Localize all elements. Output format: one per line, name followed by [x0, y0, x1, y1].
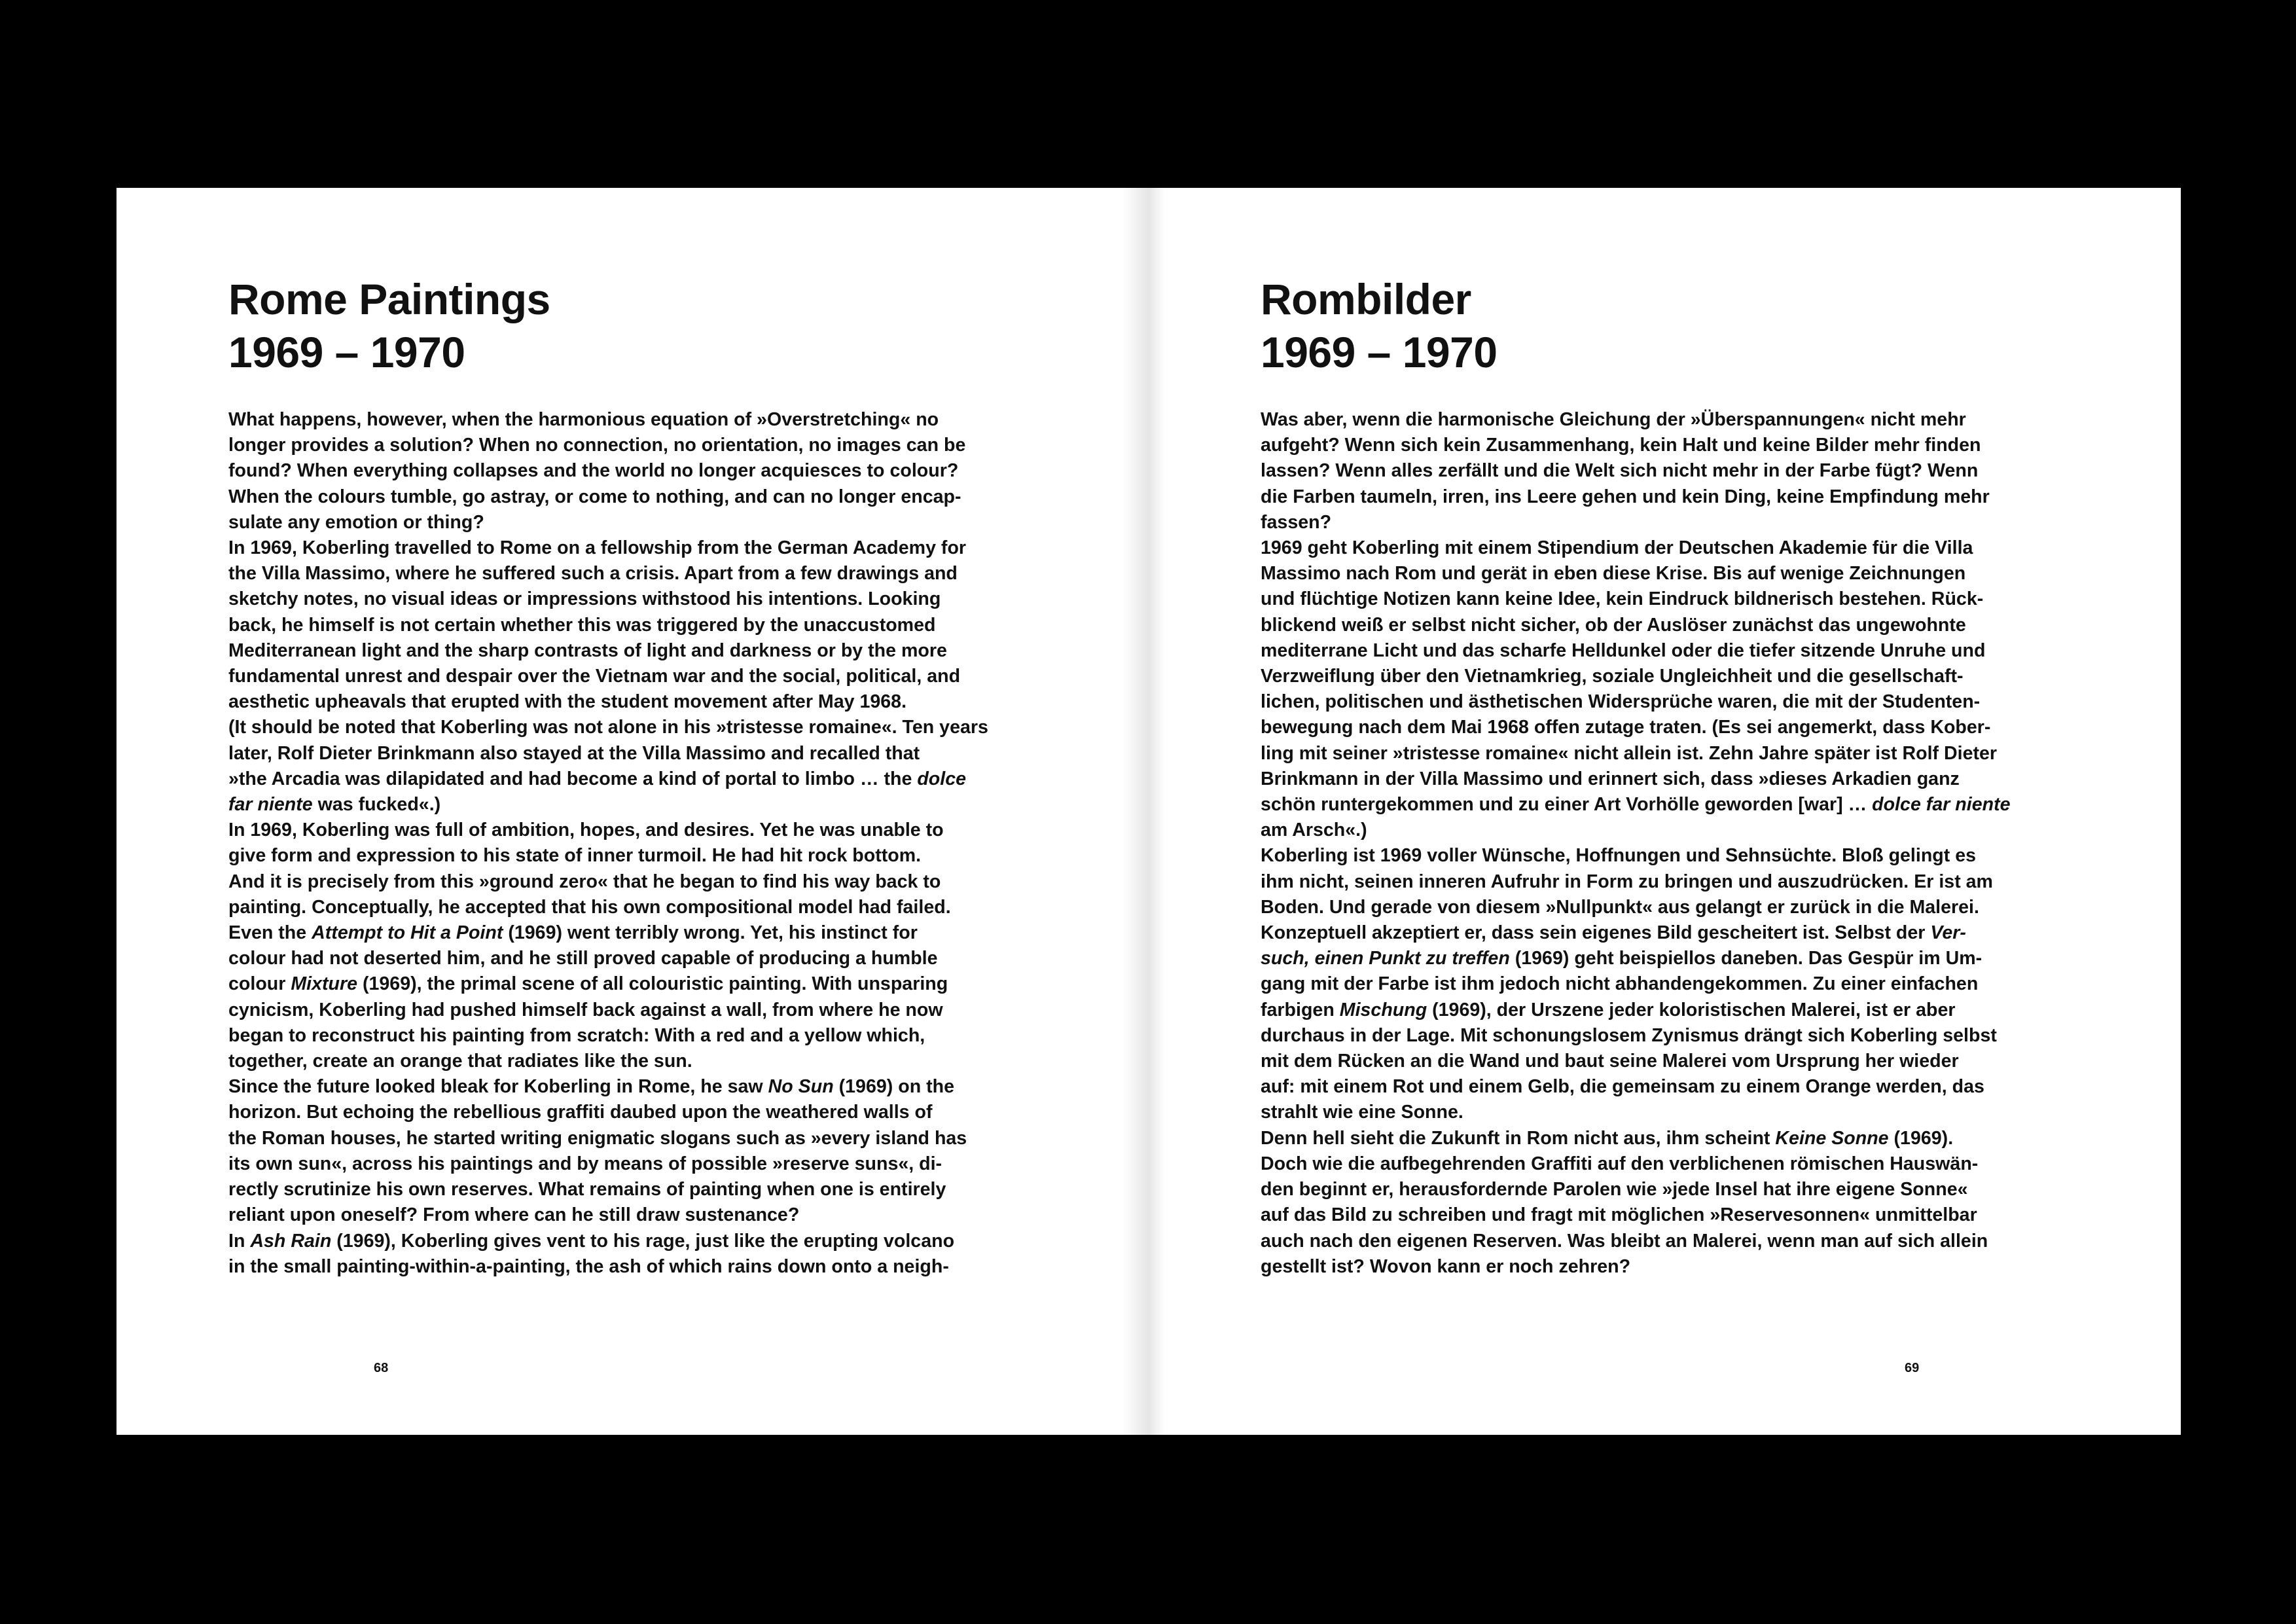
text-line — [228, 1100, 958, 1125]
text-line — [228, 767, 967, 792]
text-run: was fucked«.) — [312, 794, 441, 816]
text-line — [1261, 869, 1993, 895]
text-run: sulate any emotion or thing? — [228, 511, 484, 533]
text-run: In — [228, 1230, 251, 1252]
title-line: Rombilder — [1261, 275, 1471, 323]
text-run: the Roman houses, he started writing enigmatic slogans such as »every island has — [228, 1127, 967, 1149]
page-number: 68 — [374, 1361, 389, 1375]
text-line — [228, 792, 958, 818]
text-line — [228, 920, 958, 946]
text-line — [1261, 407, 1990, 433]
text-run: Even the — [228, 922, 312, 944]
text-run: auf das Bild zu schreiben und fragt mit möglichen »Reservesonnen« unmittelbar — [1261, 1204, 1977, 1226]
text-run: In 1969, Koberling was full of ambition, hopes, and desires. Yet he was unable to — [228, 820, 944, 841]
text-run: What happens, however, when the harmonious equation of »Overstretching« no — [228, 409, 939, 430]
text-run: (1969) went terribly wrong. Yet, his instinct for — [503, 922, 918, 944]
artwork-title: Mischung — [1339, 999, 1427, 1020]
text-line — [228, 869, 958, 895]
text-run: the Villa Massimo, where he suffered such a crisis. Apart from a few drawings and — [228, 563, 958, 585]
text-line — [228, 715, 988, 740]
left-page — [117, 188, 1149, 1435]
text-run: (1969). — [1888, 1127, 1954, 1149]
text-line — [1261, 1049, 1990, 1074]
text-line — [228, 971, 958, 997]
text-run: in the small painting-within-a-painting, the ash of which rains down onto a neigh- — [228, 1255, 949, 1277]
text-line — [1261, 946, 1990, 971]
chapter-title-english — [228, 273, 550, 379]
artwork-title: Ver- — [1930, 922, 1966, 944]
text-line — [228, 1151, 958, 1177]
text-line — [228, 1229, 958, 1254]
text-line — [1261, 1202, 1990, 1228]
text-line — [228, 689, 958, 715]
text-line — [1261, 689, 1990, 715]
text-line — [1261, 484, 1990, 510]
text-run: (1969) on the — [833, 1076, 954, 1098]
text-line — [228, 638, 958, 664]
right-page — [1149, 188, 2181, 1435]
text-line — [228, 1074, 958, 1100]
text-line — [1261, 535, 1990, 561]
text-line — [1261, 613, 1990, 638]
text-line — [1261, 895, 1990, 920]
text-run: (1969) geht beispiellos daneben. Das Gespür im Um- — [1509, 948, 1982, 969]
text-run: And it is precisely from this »ground zero« that he began to find his way back to — [228, 871, 941, 892]
german-body-text — [1261, 407, 2011, 1280]
text-line — [1261, 1151, 1990, 1177]
page-number: 69 — [1905, 1361, 1920, 1375]
text-line — [1261, 1229, 1990, 1254]
text-run: colour — [228, 973, 291, 995]
text-line — [228, 741, 958, 767]
text-run: farbigen — [1261, 999, 1340, 1020]
text-line — [1261, 1126, 1990, 1151]
text-run: longer provides a solution? When no connection, no orientation, no images can be — [228, 435, 966, 456]
artwork-title: Mixture — [291, 973, 358, 995]
text-run: (1969), the primal scene of all colouristic painting. With unsparing — [357, 973, 948, 995]
text-run: den beginnt er, herausfordernde Parolen wie »jede Insel hat ihre eigene Sonne« — [1261, 1179, 1968, 1200]
text-line — [1261, 458, 1990, 484]
artwork-title: far niente — [228, 794, 313, 816]
text-run: Was aber, wenn die harmonische Gleichung der »Überspannungen« nicht mehr — [1261, 409, 1966, 430]
text-run: mit dem Rücken an die Wand und baut seine Malerei vom Ursprung her wieder — [1261, 1051, 1959, 1072]
text-line — [1261, 1100, 1990, 1125]
text-run: ling mit seiner »tristesse romaine« nicht allein ist. Zehn Jahre später ist Rolf Dieter — [1261, 742, 1998, 764]
text-run: auch nach den eigenen Reserven. Was bleibt an Malerei, wenn man auf sich allein — [1261, 1230, 1988, 1252]
text-run: rectly scrutinize his own reserves. What remains of painting when one is entirely — [228, 1179, 946, 1200]
text-run: bewegung nach dem Mai 1968 offen zutage traten. (Es sei angemerkt, dass Kober- — [1261, 717, 1991, 738]
text-line — [228, 998, 958, 1023]
artwork-title: No Sun — [768, 1076, 834, 1098]
text-line — [1261, 767, 1990, 792]
text-line — [1261, 818, 1990, 843]
text-line — [1261, 971, 1990, 997]
text-run: its own sun«, across his paintings and by means of possible »reserve suns«, di- — [228, 1153, 942, 1174]
english-body-text — [228, 407, 988, 1280]
text-line — [1261, 561, 1990, 586]
artwork-title: Ash Rain — [250, 1230, 332, 1252]
text-run: Boden. Und gerade von diesem »Nullpunkt« aus gelangt er zurück in die Malerei. — [1261, 896, 1979, 918]
artwork-title: dolce far niente — [1872, 794, 2011, 816]
text-line — [1261, 1177, 1990, 1202]
text-run: am Arsch«.) — [1261, 820, 1367, 841]
text-line — [1261, 433, 1990, 458]
text-line — [1261, 664, 1990, 689]
text-run: (1969), der Urszene jeder koloristischen Malerei, ist er aber — [1427, 999, 1956, 1020]
gutter-shadow — [1149, 188, 1164, 1435]
text-line — [228, 818, 958, 843]
text-run: Doch wie die aufbegehrenden Graffiti auf den verblichenen römischen Hauswän- — [1261, 1153, 1979, 1174]
text-run: began to reconstruct his painting from scratch: With a red and a yellow which, — [228, 1024, 925, 1046]
text-run: gang mit der Farbe ist ihm jedoch nicht abhandengekommen. Zu einer einfachen — [1261, 973, 1979, 995]
text-line — [1261, 1023, 1997, 1049]
text-run: Koberling ist 1969 voller Wünsche, Hoffnungen und Sehnsüchte. Bloß gelingt es — [1261, 845, 1977, 867]
artwork-title: Keine Sonne — [1775, 1127, 1889, 1149]
text-line — [228, 1177, 958, 1202]
text-run: und flüchtige Notizen kann keine Idee, kein Eindruck bildnerisch bestehen. Rück- — [1261, 588, 1984, 610]
text-run: Since the future looked bleak for Koberling in Rome, he saw — [228, 1076, 768, 1098]
artwork-title: such, einen Punkt zu treffen — [1261, 948, 1510, 969]
artwork-title: dolce — [917, 768, 967, 789]
text-run: fassen? — [1261, 511, 1332, 533]
text-line — [228, 664, 961, 689]
text-run: durchaus in der Lage. Mit schonungslosem Zynismus drängt sich Koberling selbst — [1261, 1024, 1997, 1046]
text-run: 1969 geht Koberling mit einem Stipendium der Deutschen Akademie für die Villa — [1261, 537, 1973, 559]
text-run: Mediterranean light and the sharp contrasts of light and darkness or by the more — [228, 640, 947, 661]
chapter-title-german — [1261, 273, 1498, 379]
text-run: ihm nicht, seinen inneren Aufruhr in Form zu bringen und auszudrücken. Er ist am — [1261, 871, 1993, 892]
text-line — [228, 946, 958, 971]
text-run: horizon. But echoing the rebellious graffiti daubed upon the weathered walls of — [228, 1102, 933, 1123]
text-line — [228, 1126, 967, 1151]
text-run: In 1969, Koberling travelled to Rome on a fellowship from the German Academy for — [228, 537, 967, 559]
text-run: When the colours tumble, go astray, or come to nothing, and can no longer encap- — [228, 486, 961, 507]
text-line — [228, 510, 958, 535]
title-line: Rome Paintings — [228, 275, 550, 323]
text-run: found? When everything collapses and the world no longer acquiesces to colour? — [228, 460, 959, 482]
text-run: aesthetic upheavals that erupted with the student movement after May 1968. — [228, 691, 907, 713]
text-run: cynicism, Koberling had pushed himself back against a wall, from where he now — [228, 999, 943, 1020]
text-run: fundamental unrest and despair over the Vietnam war and the social, political, and — [228, 666, 961, 687]
text-run: sketchy notes, no visual ideas or impressions withstood his intentions. Looking — [228, 588, 941, 610]
text-run: »the Arcadia was dilapidated and had become a kind of portal to limbo … the — [228, 768, 918, 789]
artwork-title: Attempt to Hit a Point — [312, 922, 503, 944]
text-run: blickend weiß er selbst nicht sicher, ob der Auslöser zunächst das ungewohnte — [1261, 614, 1966, 636]
text-run: lichen, politischen und ästhetischen Widersprüche waren, die mit der Studenten- — [1261, 691, 1981, 713]
text-run: later, Rolf Dieter Brinkmann also stayed at the Villa Massimo and recalled that — [228, 742, 920, 764]
text-line — [1261, 586, 1990, 612]
gutter-shadow — [1122, 188, 1149, 1435]
text-line — [228, 1202, 958, 1228]
text-line — [228, 484, 961, 510]
text-line — [228, 1254, 958, 1280]
text-line — [228, 433, 966, 458]
title-date-line: 1969 – 1970 — [228, 328, 465, 376]
text-line — [1261, 792, 2011, 818]
text-run: lassen? Wenn alles zerfällt und die Welt sich nicht mehr in der Farbe fügt? Wenn — [1261, 460, 1979, 482]
text-line — [228, 895, 958, 920]
text-run: Massimo nach Rom und gerät in eben diese Krise. Bis auf wenige Zeichnungen — [1261, 563, 1966, 585]
text-line — [228, 561, 958, 586]
text-line — [1261, 741, 1998, 767]
text-run: mediterrane Licht und das scharfe Helldunkel oder die tiefer sitzende Unruhe und — [1261, 640, 1986, 661]
text-line — [228, 407, 958, 433]
text-run: Konzeptuell akzeptiert er, dass sein eigenes Bild gescheitert ist. Selbst der — [1261, 922, 1931, 944]
text-run: auf: mit einem Rot und einem Gelb, die gemeinsam zu einem Orange werden, das — [1261, 1076, 1984, 1098]
text-run: strahlt wie eine Sonne. — [1261, 1102, 1463, 1123]
text-run: aufgeht? Wenn sich kein Zusammenhang, kein Halt und keine Bilder mehr finden — [1261, 435, 1981, 456]
text-run: Verzweiflung über den Vietnamkrieg, soziale Ungleichheit und die gesellschaft- — [1261, 666, 1964, 687]
text-line — [1261, 510, 1990, 535]
text-line — [1261, 920, 1990, 946]
text-run: gestellt ist? Wovon kann er noch zehren? — [1261, 1255, 1631, 1277]
text-run: schön runtergekommen und zu einer Art Vorhölle geworden [war] … — [1261, 794, 1873, 816]
text-line — [1261, 843, 1990, 869]
text-line — [228, 535, 967, 561]
text-line — [228, 843, 958, 869]
text-line — [1261, 1254, 1990, 1280]
text-run: Brinkmann in der Villa Massimo und erinnert sich, dass »dieses Arkadien ganz — [1261, 768, 1960, 789]
title-date-line: 1969 – 1970 — [1261, 328, 1498, 376]
text-run: back, he himself is not certain whether this was triggered by the unaccustomed — [228, 614, 936, 636]
text-run: die Farben taumeln, irren, ins Leere gehen und kein Ding, keine Empfindung mehr — [1261, 486, 1990, 507]
text-line — [1261, 638, 1990, 664]
text-line — [228, 613, 958, 638]
text-run: reliant upon oneself? From where can he still draw sustenance? — [228, 1204, 800, 1226]
text-run: give form and expression to his state of inner turmoil. He had hit rock bottom. — [228, 845, 922, 867]
text-run: (1969), Koberling gives vent to his rage, just like the erupting volcano — [331, 1230, 955, 1252]
text-line — [1261, 715, 1990, 740]
text-run: colour had not deserted him, and he still proved capable of producing a humble — [228, 948, 938, 969]
text-line — [228, 1049, 958, 1074]
text-line — [228, 458, 958, 484]
text-run: Denn hell sieht die Zukunft in Rom nicht aus, ihm scheint — [1261, 1127, 1776, 1149]
text-line — [228, 1023, 958, 1049]
text-run: (It should be noted that Koberling was not alone in his »tristesse romaine«. Ten years — [228, 717, 988, 738]
text-line — [1261, 998, 1990, 1023]
text-run: painting. Conceptually, he accepted that his own compositional model had failed. — [228, 896, 951, 918]
text-line — [228, 586, 958, 612]
text-line — [1261, 1074, 1990, 1100]
text-run: together, create an orange that radiates like the sun. — [228, 1051, 692, 1072]
